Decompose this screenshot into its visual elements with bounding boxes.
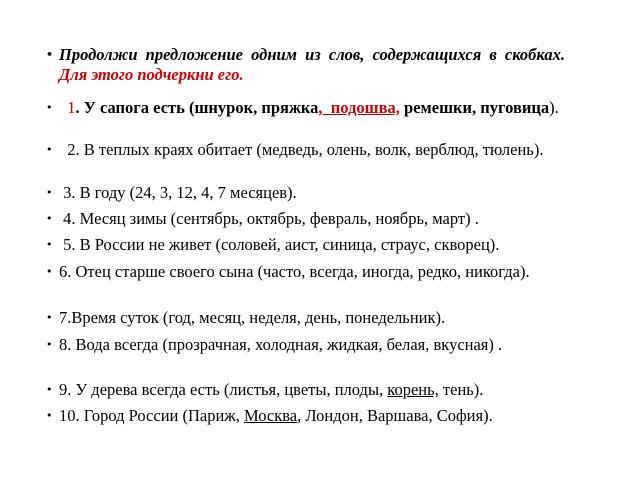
item-8-text: 8. Вода всегда (прозрачная, холодная, жидкая, белая, вкусная) . [59,335,503,354]
bullet-icon: • [46,338,53,351]
bullet-icon: • [46,311,53,324]
item-3-text: 3. В году (24, 3, 12, 4, 7 месяцев). [63,183,297,202]
item-10-after: , Лондон, Варшава, София). [297,406,493,425]
bullet-icon: • [46,101,53,114]
item-2-text: 2. В теплых краях обитает (медведь, олень, волк, верблюд, тюлень). [67,140,544,159]
list-item-7 [46,308,566,328]
bullet-icon: • [46,383,53,396]
item-6-text: 6. Отец старше своего сына (часто, всегда, иногда, редко, никогда). [59,262,530,281]
list-item-3 [46,183,566,203]
instruction-text: Продолжи предложение одним из слов, содержащихся в скобках. [59,45,565,64]
item-10-before: 10. Город России (Париж, [59,406,244,425]
bullet-icon: • [46,238,53,251]
list-item-9 [46,380,566,400]
list-item-4 [46,209,566,229]
item-10-answer: Москва [243,406,298,425]
item-9-after: тень). [438,380,484,399]
item-1-dot: . [75,98,80,117]
item-1-tail: ремешки, пуговица [399,98,550,117]
list-item-5 [46,235,566,255]
item-5-text: 5. В России не живет (соловей, аист, синица, страус, скворец). [63,235,500,254]
item-1-lead: У сапога есть (шнурок, пряжка [79,98,319,117]
bullet-icon: • [46,212,53,225]
item-4-text: 4. Месяц зимы (сентябрь, октябрь, февраль, ноябрь, март) . [63,209,479,228]
item-9-answer: корень, [387,380,439,399]
item-1-answer: , подошва, [318,98,400,117]
list-item-10 [46,406,566,426]
item-9-before: 9. У дерева всегда есть (листья, цветы, плоды, [59,380,388,399]
bullet-icon: • [46,48,54,61]
instruction [46,45,565,85]
item-1-number: 1 [67,98,76,117]
list-item-6 [46,262,566,282]
list-item-2 [46,140,566,160]
item-7-text: 7.Время суток (год, месяц, неделя, день, понедельник). [59,308,446,327]
list-item-1 [46,98,566,118]
bullet-icon: • [46,143,53,156]
bullet-icon: • [46,186,53,199]
instruction-highlight: Для этого подчеркни его. [59,65,244,84]
list-item-8 [46,335,566,355]
item-1-end: ). [549,98,559,117]
bullet-icon: • [46,265,53,278]
bullet-icon: • [46,409,53,422]
